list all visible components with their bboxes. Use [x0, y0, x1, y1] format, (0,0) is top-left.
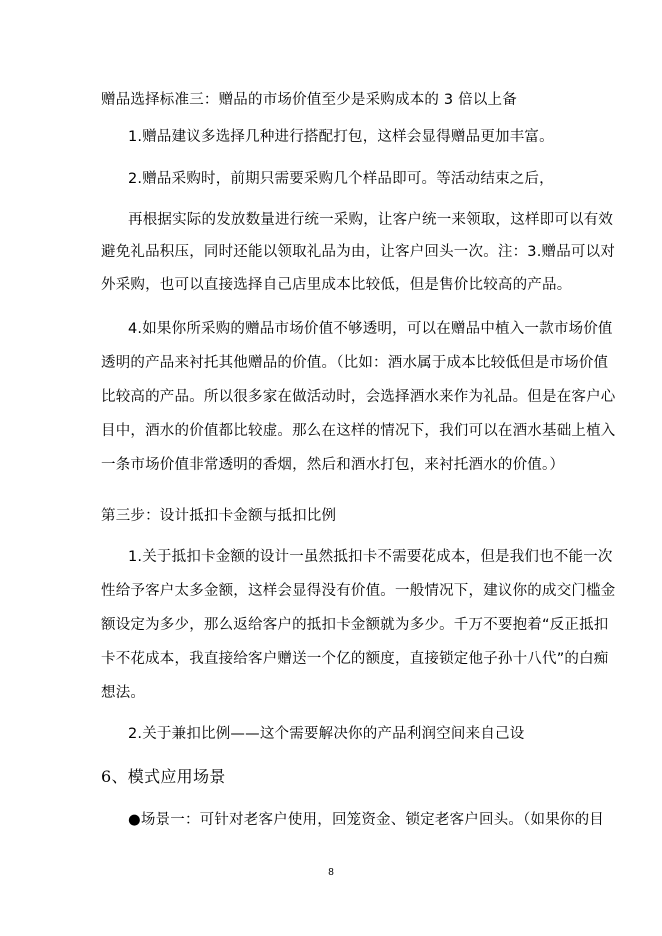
paragraph-scenario-one: ●场景一：可针对老客户使用，回笼资金、锁定老客户回头。（如果你的目 — [128, 812, 604, 828]
paragraph-gift-tip-4-line-3: 比较高的产品。所以很多家在做活动时，会选择酒水来作为礼品。但是在客户心 — [101, 389, 616, 405]
step-three-heading: 第三步：设计抵扣卡金额与抵扣比例 — [101, 508, 337, 524]
paragraph-gift-tip-4-line-5: 一条市场价值非常透明的香烟，然后和酒水打包，来衬托酒水的价值。） — [101, 457, 565, 473]
paragraph-gift-criterion-three: 赠品选择标准三：赠品的市场价值至少是采购成本的 3 倍以上备 — [101, 92, 517, 108]
paragraph-procurement-line-3: 外采购，也可以直接选择自己店里成本比较低，但是售价比较高的产品。 — [101, 277, 572, 293]
paragraph-procurement-line-2: 避免礼品积压，同时还能以领取礼品为由，让客户回头一次。注：3.赠品可以对 — [101, 244, 616, 260]
paragraph-deduction-ratio: 2.关于兼扣比例——这个需要解决你的产品利润空间来自己设 — [128, 726, 525, 742]
paragraph-card-amount-line-5: 想法。 — [101, 685, 146, 701]
paragraph-gift-tip-1: 1.赠品建议多选择几种进行搭配打包，这样会显得赠品更加丰富。 — [128, 129, 554, 145]
paragraph-gift-tip-4-line-2: 透明的产品来衬托其他赠品的价值。（比如：酒水属于成本比较低但是市场价值 — [101, 355, 609, 371]
paragraph-card-amount-line-2: 性给予客户太多金额，这样会显得没有价值。一般情况下，建议你的成交门槛金 — [101, 583, 616, 599]
section-heading-mode-scenarios: 6、模式应用场景 — [101, 767, 226, 786]
paragraph-gift-tip-4-line-1: 4.如果你所采购的赠品市场价值不够透明，可以在赠品中植入一款市场价值 — [128, 321, 613, 337]
paragraph-card-amount-line-4: 卡不花成本，我直接给客户赠送一个亿的额度，直接锁定他子孙十八代”的白痴 — [101, 651, 609, 667]
page-number: 8 — [328, 867, 334, 878]
paragraph-card-amount-line-3: 额设定为多少，那么返给客户的抵扣卡金额就为多少。千万不要抱着“反正抵扣 — [101, 617, 609, 633]
paragraph-card-amount-line-1: 1.关于抵扣卡金额的设计一虽然抵扣卡不需要花成本，但是我们也不能一次 — [128, 549, 613, 565]
paragraph-procurement-line-1: 再根据实际的发放数量进行统一采购，让客户统一来领取，这样即可以有效 — [128, 212, 614, 228]
paragraph-gift-tip-2: 2.赠品采购时，前期只需要采购几个样品即可。等活动结束之后， — [128, 171, 554, 187]
paragraph-gift-tip-4-line-4: 目中，酒水的价值都比较虚。那么在这样的情况下，我们可以在酒水基础上植入 — [101, 423, 616, 439]
